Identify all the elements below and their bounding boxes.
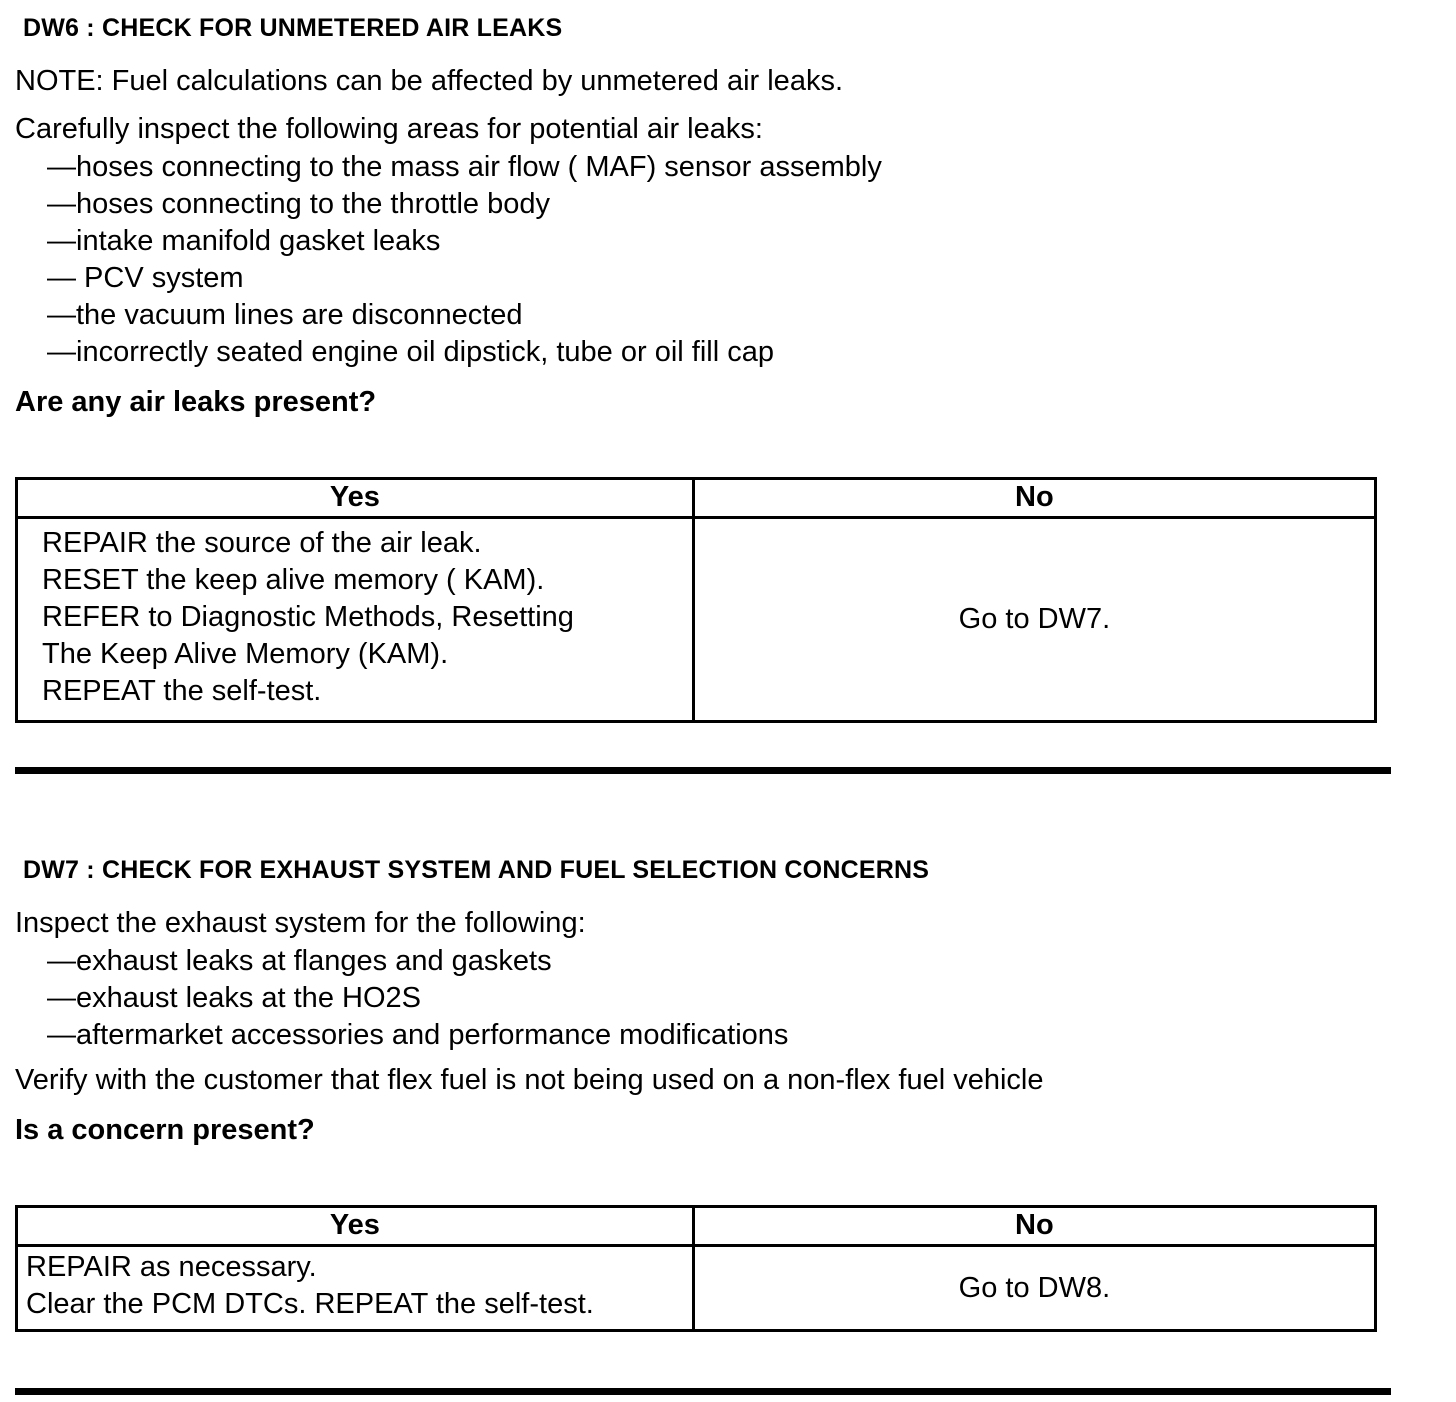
bullet-item: —exhaust leaks at the HO2S: [47, 982, 421, 1014]
yes-action-line: REPAIR the source of the air leak.: [42, 527, 482, 559]
exhaust-bullet-list: [47, 943, 1440, 1054]
bullet-item: —aftermarket accessories and performance modifications: [47, 1019, 789, 1051]
yes-action-line: REFER to Diagnostic Methods, Resetting: [42, 601, 574, 633]
air-leak-bullet-list: [47, 149, 1440, 371]
table-row: [17, 1246, 1376, 1331]
section-divider-rule: [15, 1388, 1391, 1395]
bullet-item: —the vacuum lines are disconnected: [47, 299, 523, 331]
question-text: Are any air leaks present?: [15, 386, 377, 418]
yes-action-line: The Keep Alive Memory (KAM).: [42, 638, 449, 670]
section-dw7: [15, 856, 1440, 1395]
yes-action-cell: [17, 1246, 694, 1331]
section-divider-rule: [15, 767, 1391, 774]
bullet-item: —hoses connecting to the throttle body: [47, 188, 550, 220]
decision-table-dw6: [15, 477, 1377, 723]
note-text: NOTE: Fuel calculations can be affected by unmetered air leaks.: [15, 65, 844, 97]
section-dw6: [15, 14, 1440, 774]
decision-table-dw7: [15, 1205, 1377, 1332]
bullet-item: —hoses connecting to the mass air flow ( MAF) sensor assembly: [47, 151, 882, 183]
table-header-row: [17, 1207, 1376, 1246]
intro-text: Carefully inspect the following areas for potential air leaks:: [15, 113, 763, 145]
yes-action-line: REPEAT the self-test.: [42, 675, 322, 707]
intro-text: Inspect the exhaust system for the following:: [15, 907, 586, 939]
bullet-item: — PCV system: [47, 262, 244, 294]
bullet-item: —intake manifold gasket leaks: [47, 225, 441, 257]
no-action-cell: Go to DW8.: [693, 1246, 1375, 1331]
yes-action-line: REPAIR as necessary.: [26, 1251, 317, 1283]
yes-action-cell: [17, 518, 694, 722]
yes-column-header: Yes: [17, 1207, 694, 1246]
verify-text: Verify with the customer that flex fuel is not being used on a non-flex fuel vehicle: [15, 1064, 1044, 1096]
bullet-item: —incorrectly seated engine oil dipstick, tube or oil fill cap: [47, 336, 774, 368]
no-column-header: No: [693, 1207, 1375, 1246]
section-dw6-heading: DW6 : CHECK FOR UNMETERED AIR LEAKS: [23, 14, 563, 42]
table-header-row: [17, 479, 1376, 518]
yes-action-line: RESET the keep alive memory ( KAM).: [42, 564, 545, 596]
no-action-cell: Go to DW7.: [693, 518, 1375, 722]
question-text: Is a concern present?: [15, 1114, 315, 1146]
yes-action-line: Clear the PCM DTCs. REPEAT the self-test.: [26, 1288, 594, 1320]
section-dw7-heading: DW7 : CHECK FOR EXHAUST SYSTEM AND FUEL SELECTION CONCERNS: [23, 856, 930, 884]
bullet-item: —exhaust leaks at flanges and gaskets: [47, 945, 552, 977]
yes-column-header: Yes: [17, 479, 694, 518]
no-column-header: No: [693, 479, 1375, 518]
table-row: [17, 518, 1376, 722]
